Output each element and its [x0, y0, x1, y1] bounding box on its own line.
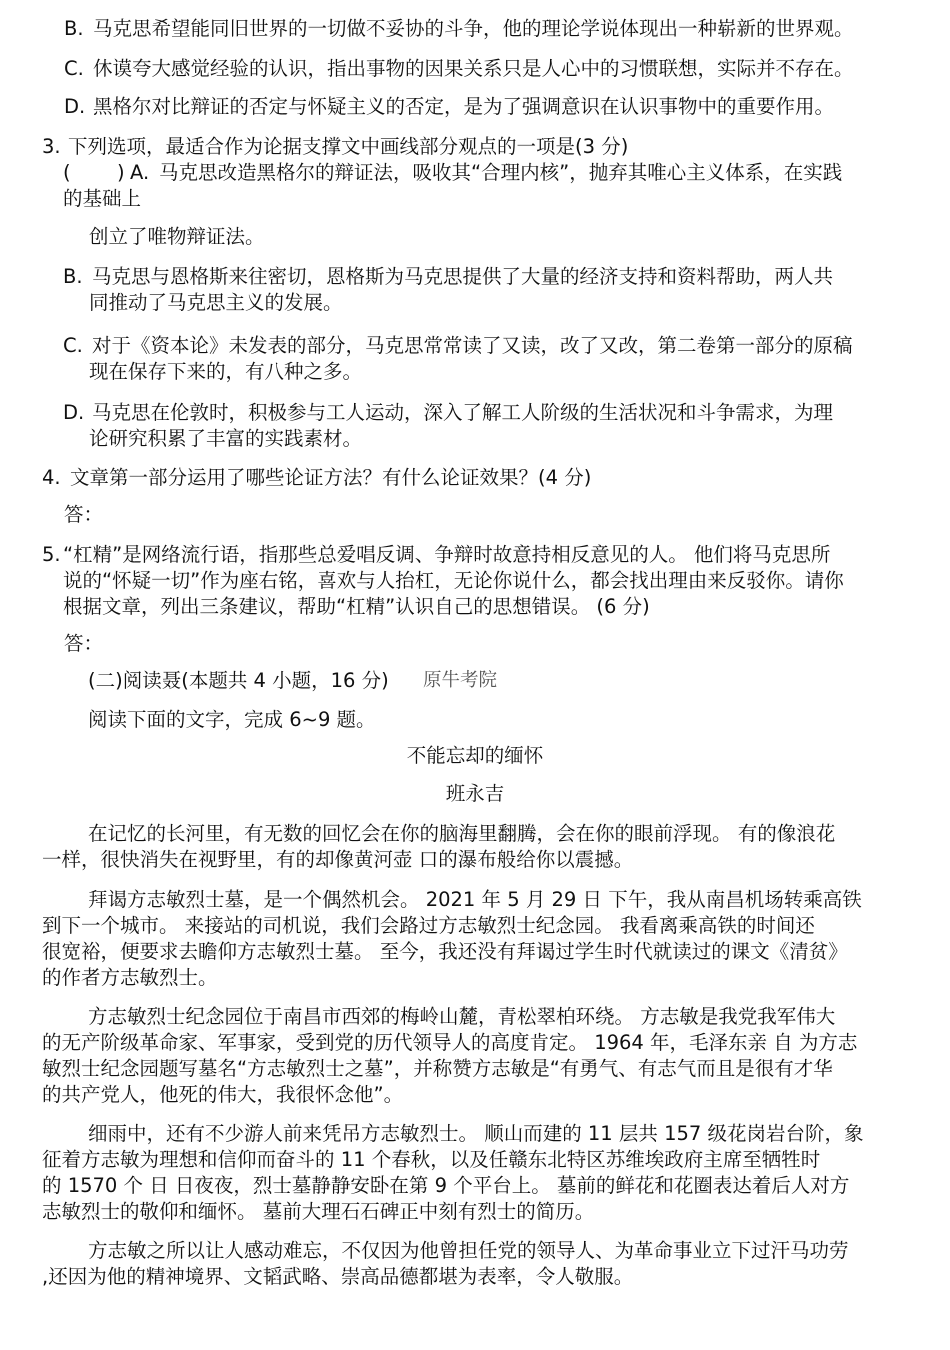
q3-option-d-label: D. [63, 401, 85, 424]
question-4-answer-label: 答： [64, 503, 104, 526]
paragraph-2-line2: 到下一个城市。 来接站的司机说，我们会路过方志敏烈士纪念园。 我看离乘高铁的时间还 [42, 914, 815, 937]
answer-bracket-close: ) [117, 161, 125, 184]
question-5-line1: “杠精”是网络流行语，指那些总爱唱反调、争辩时故意持相反意见的人。 他们将马克思所 [63, 543, 831, 566]
paragraph-1-line2: 一样，很快消失在视野里，有的却像黄河壶 口的瀑布般给你以震撼。 [42, 848, 634, 871]
paragraph-2-line3: 很宽裕，便要求去瞻仰方志敏烈士墓。 至今，我还没有拜谒过学生时代就读过的课文《清贫》 [42, 940, 848, 963]
section-heading: (二)阅读聂(本题共 4 小题，16 分) [88, 669, 389, 692]
q3-option-c-label: C. [63, 334, 83, 357]
paragraph-4-line2: 征着方志敏为理想和信仰而奋斗的 11 个春秋，以及任赣东北特区苏维埃政府主席至牺牲时 [42, 1148, 821, 1171]
option-d-text: 黑格尔对比辩证的否定与怀疑主义的否定，是为了强调意识在认识事物中的重要作用。 [93, 95, 835, 118]
option-d-label: D. [64, 95, 86, 118]
question-5-answer-label: 答： [64, 632, 104, 655]
answer-bracket-open: ( [63, 161, 71, 184]
q3-option-c-line2: 现在保存下来的，有八种之多。 [89, 360, 363, 383]
question-4-stem: 文章第一部分运用了哪些论证方法？有什么论证效果？(4 分) [70, 466, 592, 489]
paragraph-3-line3: 敏烈士纪念园题写墓名“方志敏烈士之墓”，并称赞方志敏是“有勇气、有志气而且是很有才华 [42, 1057, 833, 1080]
watermark-text: 原牛考院 [423, 670, 498, 691]
q3-option-d-line2: 论研究积累了丰富的实践素材。 [89, 427, 363, 450]
paragraph-2-line4: 的作者方志敏烈士。 [42, 966, 218, 989]
question-5-line3: 根据文章，列出三条建议，帮助“杠精”认识自己的思想错误。 (6 分) [63, 595, 650, 618]
q3-option-a-line2: 的基础上 [63, 187, 142, 210]
q3-option-b-line1: 马克思与恩格斯来往密切，恩格斯为马克思提供了大量的经济支持和资料帮助，两人共 [92, 265, 834, 288]
paragraph-3-line4: 的共产党人，他死的伟大，我很怀念他”。 [42, 1083, 404, 1106]
article-author: 班永吉 [445, 782, 505, 805]
question-5-number: 5. [42, 543, 61, 566]
question-5-line2: 说的“怀疑一切”作为座右铭，喜欢与人抬杠，无论你说什么，都会找出理由来反驳你。请你 [63, 569, 844, 592]
option-b-label: B. [64, 17, 84, 40]
q3-option-a-line3: 创立了唯物辩证法。 [89, 225, 265, 248]
question-4-number: 4. [42, 466, 61, 489]
paragraph-2-line1: 拜谒方志敏烈士墓，是一个偶然机会。 2021 年 5 月 29 日 下午，我从南昌机场转乘高铁 [88, 888, 862, 911]
article-title: 不能忘却的缅怀 [406, 744, 544, 767]
q3-option-c-line1: 对于《资本论》未发表的部分，马克思常常读了又读，改了又改，第二卷第一部分的原稿 [92, 334, 853, 357]
q3-option-b-label: B. [63, 265, 83, 288]
option-c-text: 休谟夸大感觉经验的认识，指出事物的因果关系只是人心中的习惯联想，实际并不存在。 [93, 57, 854, 80]
option-c-label: C. [64, 57, 84, 80]
option-b-text: 马克思希望能同旧世界的一切做不妥协的斗争，他的理论学说体现出一种崭新的世界观。 [93, 17, 854, 40]
reading-instruction: 阅读下面的文字，完成 6~9 题。 [88, 708, 376, 731]
question-3-number: 3. [42, 135, 61, 158]
paragraph-1-line1: 在记忆的长河里，有无数的回忆会在你的脑海里翻腾，会在你的眼前浮现。 有的像浪花 [88, 822, 836, 845]
paragraph-4-line1: 细雨中，还有不少游人前来凭吊方志敏烈士。 顺山而建的 11 层共 157 级花岗岩台阶，象 [88, 1122, 864, 1145]
q3-option-a-label: A. [130, 161, 150, 184]
question-3-stem: 下列选项，最适合作为论据支撑文中画线部分观点的一项是(3 分) [68, 135, 629, 158]
q3-option-a-line1: 马克思改造黑格尔的辩证法，吸收其“合理内核”，抛弃其唯心主义体系，在实践 [159, 161, 843, 184]
paragraph-5-line1: 方志敏之所以让人感动难忘，不仅因为他曾担任党的领导人、为革命事业立下过汗马功劳 [88, 1239, 849, 1262]
paragraph-5-line2: ,还因为他的精神境界、文韬武略、崇高品德都堪为表率，令人敬服。 [42, 1265, 634, 1288]
paragraph-3-line1: 方志敏烈士纪念园位于南昌市西郊的梅岭山麓，青松翠柏环绕。 方志敏是我党我军伟大 [88, 1005, 836, 1028]
q3-option-d-line1: 马克思在伦敦时，积极参与工人运动，深入了解工人阶级的生活状况和斗争需求，为理 [92, 401, 834, 424]
paragraph-3-line2: 的无产阶级革命家、军事家，受到党的历代领导人的高度肯定。 1964 年，毛泽东亲 自 为方志 [42, 1031, 858, 1054]
paragraph-4-line4: 志敏烈士的敬仰和缅怀。 墓前大理石石碑正中刻有烈士的简历。 [42, 1200, 595, 1223]
q3-option-b-line2: 同推动了马克思主义的发展。 [89, 291, 343, 314]
paragraph-4-line3: 的 1570 个 日 日夜夜，烈士墓静静安卧在第 9 个平台上。 墓前的鲜花和花圈表达着后人对方 [42, 1174, 850, 1197]
